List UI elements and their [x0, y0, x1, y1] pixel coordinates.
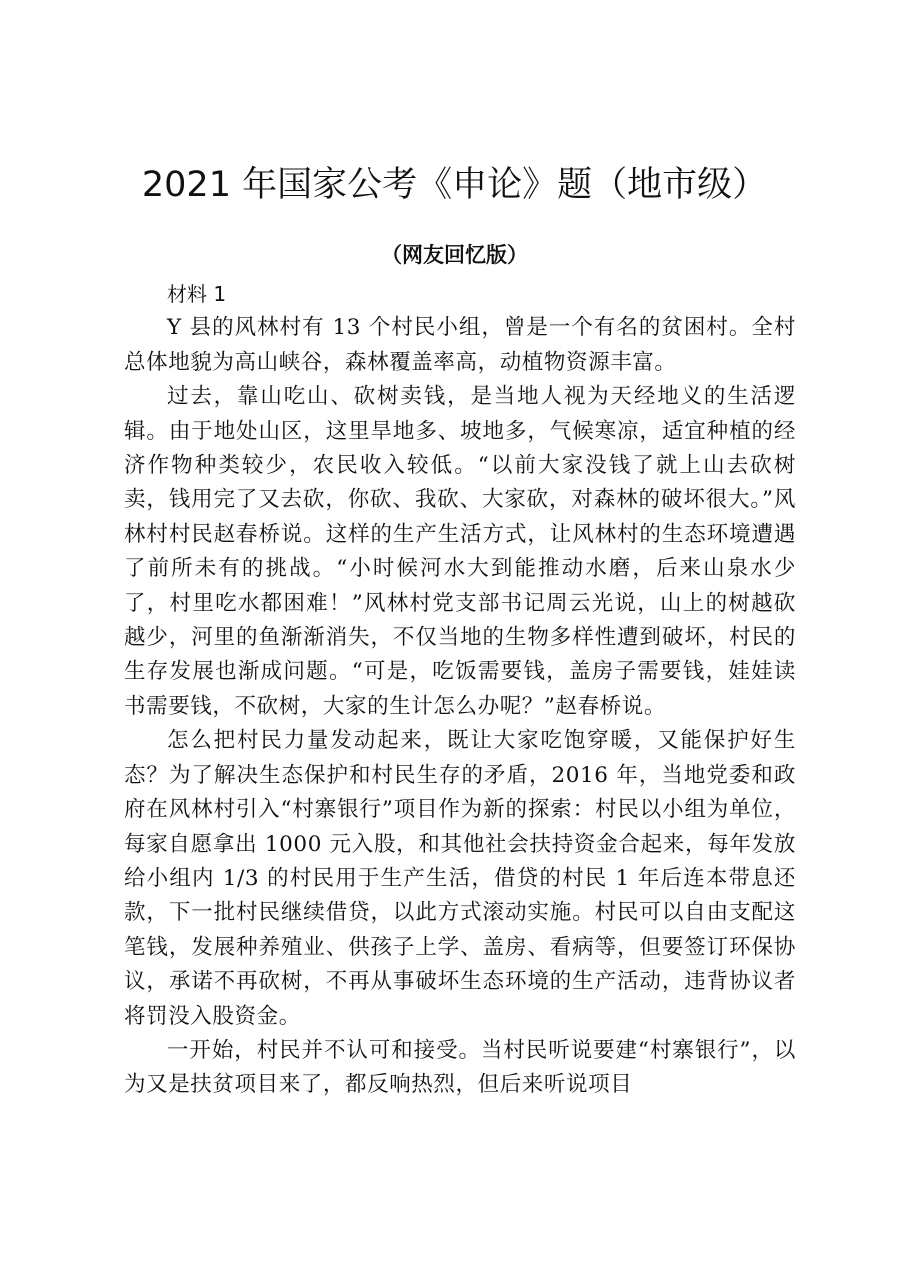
- section-label: 材料 1: [167, 282, 227, 306]
- document-subtitle: （网友回忆版）: [381, 242, 528, 267]
- paragraph: Y 县的风林村有 13 个村民小组，曾是一个有名的贫困村。全村总体地貌为高山峡谷，森林覆盖率高，动植物资源丰富。: [124, 315, 796, 375]
- paragraph: 怎么把村民力量发动起来，既让大家吃饱穿暖，又能保护好生态？为了解决生态保护和村民生存的矛盾，2016 年，当地党委和政府在风林村引入“村寨银行”项目作为新的探索：村民以小组为单位，每家自愿拿出 1000 元入股，和其他社会扶持资金合起来，每年发放给小组内 1/3 的村民用于生产生活，借贷的村民 1 年后连本带息还款，下一批村民继续借贷，以此方式滚动实施。村民可以自由支配这笔钱，发展种养殖业、供孩子上学、盖房、看病等，但要签订环保协议，承诺不再砍树，不再从事破坏生态环境的生产活动，违背协议者将罚没入股资金。: [124, 728, 796, 1029]
- paragraph: 一开始，村民并不认可和接受。当村民听说要建“村寨银行”，以为又是扶贫项目来了，都反响热烈，但后来听说项目: [124, 1037, 796, 1098]
- document-title: 2021 年国家公考《申论》题（地市级）: [141, 165, 768, 205]
- document-body: [124, 277, 796, 1103]
- paragraph: 过去，靠山吃山、砍树卖钱，是当地人视为天经地义的生活逻辑。由于地处山区，这里旱地多、坡地多，气候寒凉，适宜种植的经济作物种类较少，农民收入较低。“以前大家没钱了就上山去砍树卖，钱用完了又去砍，你砍、我砍、大家砍，对森林的破坏很大。”风林村村民赵春桥说。这样的生产生活方式，让风林村的生态环境遭遇了前所未有的挑战。“小时候河水大到能推动水磨，后来山泉水少了，村里吃水都困难！”风林村党支部书记周云光说，山上的树越砍越少，河里的鱼渐渐消失，不仅当地的生物多样性遭到破坏，村民的生存发展也渐成问题。“可是，吃饭需要钱，盖房子需要钱，娃娃读书需要钱，不砍树，大家的生计怎么办呢？”赵春桥说。: [124, 384, 796, 719]
